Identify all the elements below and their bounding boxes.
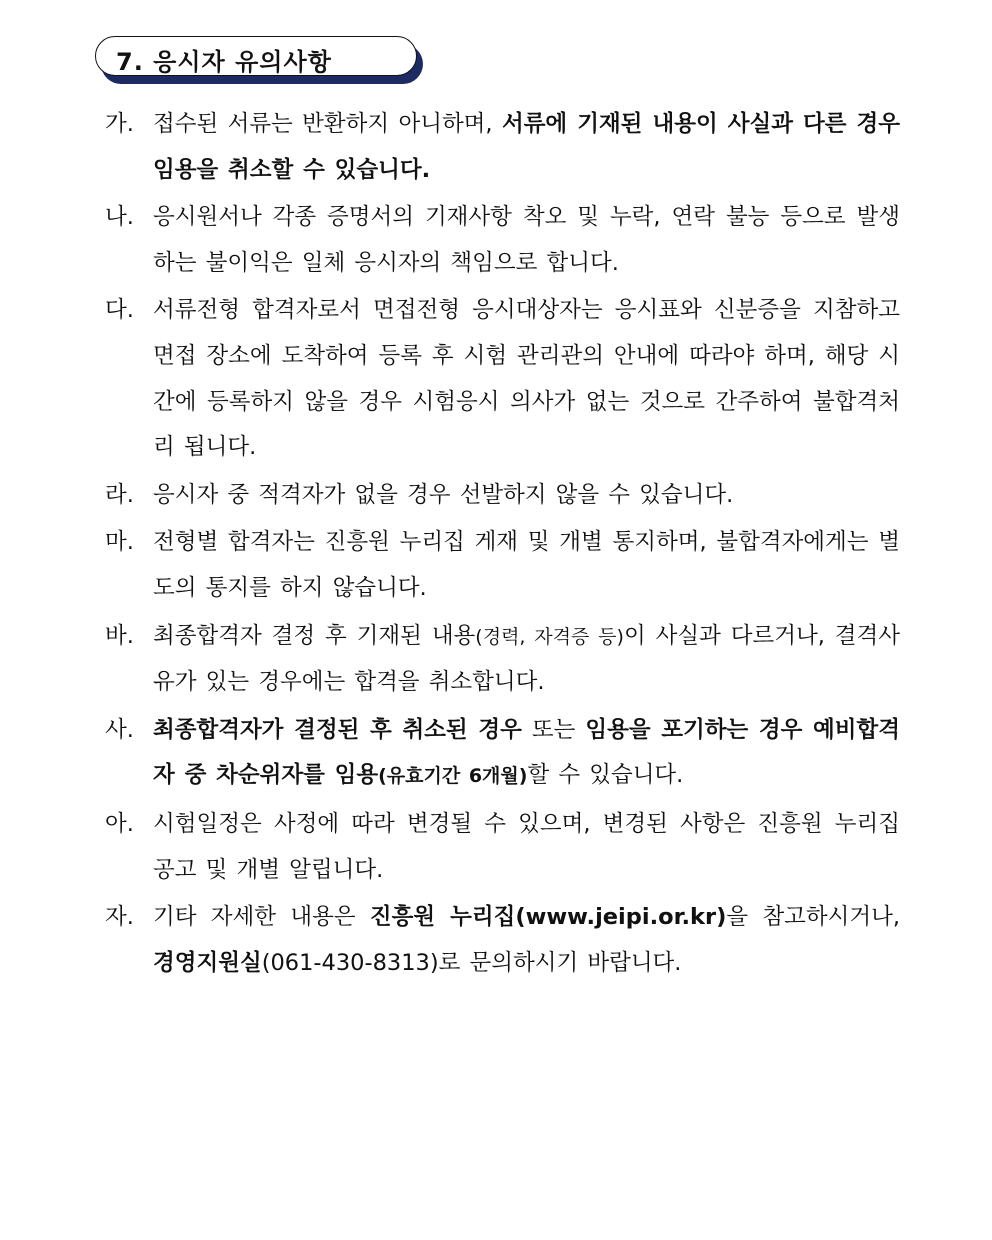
notice-marker: 아.: [105, 810, 134, 837]
notice-text-segment: 서류에 기재된 내용이 사실과 다른 경우 임용을 취소할 수 있습니다.: [153, 111, 900, 183]
section-title: 7. 응시자 유의사항: [116, 48, 332, 76]
notice-text-segment: 할 수 있습니다.: [527, 762, 684, 789]
notice-text-segment: 접수된 서류는 반환하지 아니하며,: [153, 111, 502, 137]
notice-marker: 사.: [105, 716, 134, 743]
notice-text-segment: (유효기간 6개월): [378, 765, 528, 788]
notice-text-segment: 서류전형 합격자로서 면접전형 응시대상자는 응시표와 신분증을 지참하고 면접 장소에 도착하여 등록 후 시험 관리관의 안내에 따라야 하며, 해당 시간에 등록하지 않을 경우 시험응시 의사가 없는 것으로 간주하여 불합격처리 됩니다.: [153, 297, 900, 461]
notice-text-segment: 전형별 합격자는 진흥원 누리집 게재 및 개별 통지하며, 불합격자에게는 별도의 통지를 하지 않습니다.: [153, 529, 900, 601]
notice-text-segment: 시험일정은 사정에 따라 변경될 수 있으며, 변경된 사항은 진흥원 누리집 공고 및 개별 알립니다.: [153, 810, 900, 883]
notice-text: [153, 473, 900, 519]
notice-marker: 라.: [105, 481, 134, 508]
notice-text: [153, 802, 900, 893]
notice-text: [153, 614, 900, 706]
notice-text-segment: 또는: [521, 716, 586, 743]
section-header-box: [95, 36, 417, 76]
notice-text-segment: 최종합격자 결정 후 기재된 내용: [153, 622, 476, 649]
notice-text: [153, 895, 900, 986]
notice-item: [105, 895, 900, 986]
section-header: [95, 36, 417, 76]
notice-text-segment: 경영지원실: [153, 949, 262, 976]
notice-text-segment: 진흥원 누리집: [369, 904, 516, 931]
notice-item: [105, 473, 900, 519]
notice-marker: 가.: [105, 111, 134, 137]
notice-item: [105, 195, 900, 286]
notice-text: [153, 195, 900, 286]
notice-text-segment: 로 문의하시기 바랍니다.: [438, 949, 682, 976]
notice-item: [105, 614, 900, 706]
notice-text-segment: 최종합격자가 결정된 후 취소된 경우: [153, 716, 522, 743]
notice-text-segment: 기타 자세한 내용은: [153, 904, 370, 931]
notice-text-segment: 이 사실과 다르거나, 결격사유가 있는 경우에는 합격을 취소합니다.: [153, 622, 900, 696]
notice-text-segment: (경력, 자격증 등): [475, 625, 624, 648]
notice-text-segment: 응시자 중 적격자가 없을 경우 선발하지 않을 수 있습니다.: [153, 481, 734, 508]
notice-item: [105, 288, 900, 470]
notice-list: [105, 102, 900, 988]
notice-text: [153, 288, 900, 470]
notice-text-segment: (www.jeipi.or.kr): [515, 904, 727, 931]
notice-text-segment: 응시원서나 각종 증명서의 기재사항 착오 및 누락, 연락 불능 등으로 발생하는 불이익은 일체 응시자의 책임으로 합니다.: [153, 204, 900, 276]
notice-marker: 바.: [105, 622, 134, 649]
notice-marker: 마.: [105, 529, 134, 556]
notice-item: [105, 708, 900, 800]
notice-text: [153, 102, 900, 193]
notice-marker: 나.: [105, 204, 134, 231]
notice-text: [153, 520, 900, 611]
notice-item: [105, 520, 900, 611]
notice-text-segment: 을 참고하시거나,: [726, 904, 901, 931]
notice-item: [105, 102, 900, 193]
notice-marker: 다.: [105, 297, 134, 324]
notice-item: [105, 802, 900, 893]
notice-marker: 자.: [105, 904, 134, 931]
notice-text-segment: 임용을 포기하는 경우 예비합격자 중 차순위자를 임용: [153, 716, 900, 789]
notice-text: [153, 708, 900, 800]
notice-text-segment: (061-430-8313): [261, 949, 439, 976]
